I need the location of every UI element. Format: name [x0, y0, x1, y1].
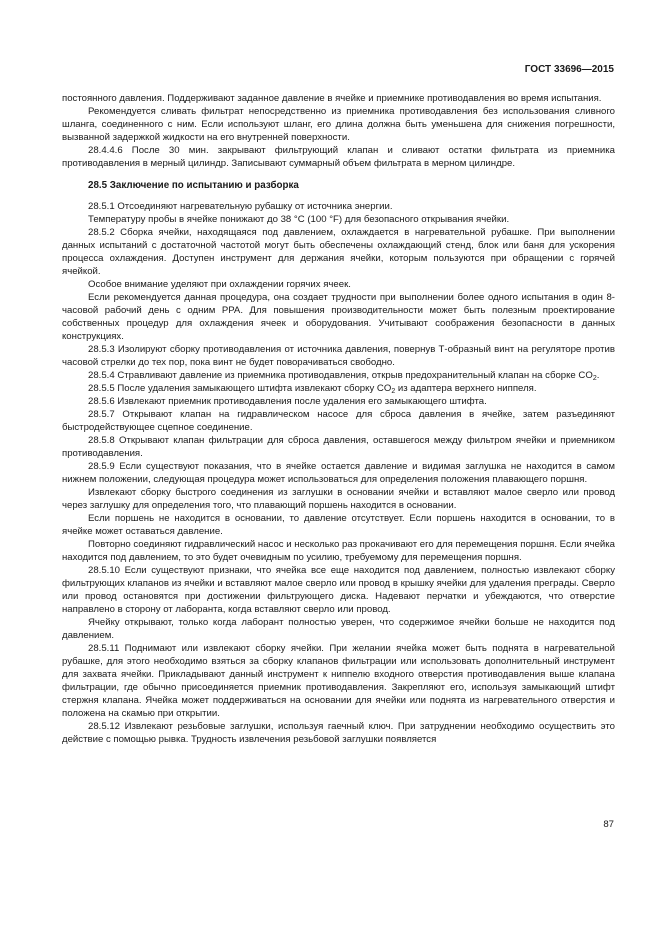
paragraph: 28.5.9 Если существуют показания, что в ячейке остается давление и видимая заглушка не находится в самом нижнем положении, следующая процедура может использоваться для определения положения плавающего поршня. [62, 461, 615, 485]
paragraph: Температуру пробы в ячейке понижают до 38 °C (100 °F) для безопасного открывания ячейки. [88, 214, 510, 225]
paragraph: Особое внимание уделяют при охлаждении горячих ячеек. [88, 279, 351, 290]
section-heading: 28.5 Заключение по испытанию и разборка [88, 180, 299, 191]
subscript: 2 [592, 375, 597, 382]
paragraph: 28.5.8 Открывают клапан фильтрации для сброса давления, оставшегося между фильтром ячейки и приемником противодавления. [62, 435, 615, 459]
paragraph-text: 28.5.4 Стравливают давление из приемника противодавления, открыв предохранительный клапан на сборке CO [88, 370, 593, 381]
paragraph: 28.5.10 Если существуют признаки, что ячейка все еще находится под давлением, полностью извлекают сборку фильтрующих клапанов из ячейки и вставляют малое сверло или провод в крышку ячейки для удаления преграды. Сверло или провод остановятся при достижении фильтрующего диска. Надевают перчатки и убеждаются, что отверстие направлено в сторону от лаборанта, когда вставляют сверло или провод. [62, 565, 615, 615]
paragraph-text-end: . [596, 370, 600, 381]
paragraph: 28.5.1 Отсоединяют нагревательную рубашку от источника энергии. [88, 201, 393, 212]
subscript: 2 [391, 388, 396, 395]
paragraph: 28.5.7 Открывают клапан на гидравлическом насосе для сброса давления в ячейке, затем разъединяют быстродействующее сцепное соединение. [62, 409, 615, 433]
paragraph: 28.5.2 Сборка ячейки, находящаяся под давлением, охлаждается в нагревательной рубашке. При выполнении данных испытаний с достаточной частотой могут быть обеспечены охлаждающий стенд, блок или баня для ускорения процесса охлаждения. Доступен инструмент для держания ячейки, которым пользуются при обращении с горячей ячейкой. [62, 227, 615, 277]
paragraph: Извлекают сборку быстрого соединения из заглушки в основании ячейки и вставляют малое сверло или провод через заглушку для определения того, что плавающий поршень находится в основании. [62, 487, 615, 511]
paragraph: Повторно соединяют гидравлический насос и несколько раз прокачивают его для перемещения поршня. Если ячейка находится под давлением, то это будет очевидным по усилию, требуемому для перемещения поршня. [62, 539, 615, 563]
body-text [62, 92, 615, 746]
paragraph: 28.5.11 Поднимают или извлекают сборку ячейки. При желании ячейка может быть поднята в нагревательной рубашке, для этого необходимо взяться за сборку клапанов фильтрации или использовать дополнительный инструмент для захвата ячейки. Прикладывают данный инструмент к ниппелю входного отверстия противодавления выше клапана фильтрации, где обычно присоединяется приемник противодавления. Закрепляют его, используя замыкающий штифт стержня клапана. Ячейка может поддерживаться на основании для ячейки или поднята из нагревательного отверстия и положена на скамью при открытии. [62, 643, 615, 719]
standard-header: ГОСТ 33696—2015 [524, 64, 614, 75]
paragraph: Если рекомендуется данная процедура, она создает трудности при выполнении более одного испытания в один 8-часовой рабочий день с одним PPA. Для повышения производительности может быть полезным проектирование собственных процедур для охлаждения ячеек и оборудования. Учитывают соображения безопасности в данных конструкциях. [62, 292, 615, 342]
paragraph: Ячейку открывают, только когда лаборант полностью уверен, что содержимое ячейки больше не находится под давлением. [62, 617, 615, 641]
paragraph: 28.5.6 Извлекают приемник противодавления после удаления его замыкающего штифта. [88, 396, 487, 407]
paragraph-text-end: из адаптера верхнего ниппеля. [395, 383, 537, 394]
page-number: 87 [603, 819, 614, 830]
paragraph [62, 382, 615, 395]
paragraph: 28.4.4.6 После 30 мин. закрывают фильтрующий клапан и сливают остатки фильтрата из приемника противодавления в мерный цилиндр. Записывают суммарный объем фильтрата в мерном цилиндре. [62, 145, 615, 169]
paragraph: 28.5.3 Изолируют сборку противодавления от источника давления, повернув Т-образный винт на регуляторе против часовой стрелки до тех пор, пока винт не будет поворачиваться свободно. [62, 344, 615, 368]
paragraph: 28.5.12 Извлекают резьбовые заглушки, используя гаечный ключ. При затруднении необходимо осуществить это действие с помощью рывка. Трудность извлечения резьбовой заглушки появляется [62, 721, 615, 745]
paragraph: Если поршень не находится в основании, то давление отсутствует. Если поршень находится в основании, то в ячейке может оставаться давление. [62, 513, 615, 537]
paragraph: Рекомендуется сливать фильтрат непосредственно из приемника противодавления без использования сливного шланга, соединенного с ним. Если используют шланг, его длина должна быть уменьшена для снижения погрешности, вызванной задержкой жидкости на его внутренней поверхности. [62, 106, 615, 143]
paragraph-text: 28.5.5 После удаления замыкающего штифта извлекают сборку CO [88, 383, 392, 394]
paragraph [62, 369, 615, 382]
paragraph: постоянного давления. Поддерживают заданное давление в ячейке и приемнике противодавления во время испытания. [62, 93, 602, 104]
